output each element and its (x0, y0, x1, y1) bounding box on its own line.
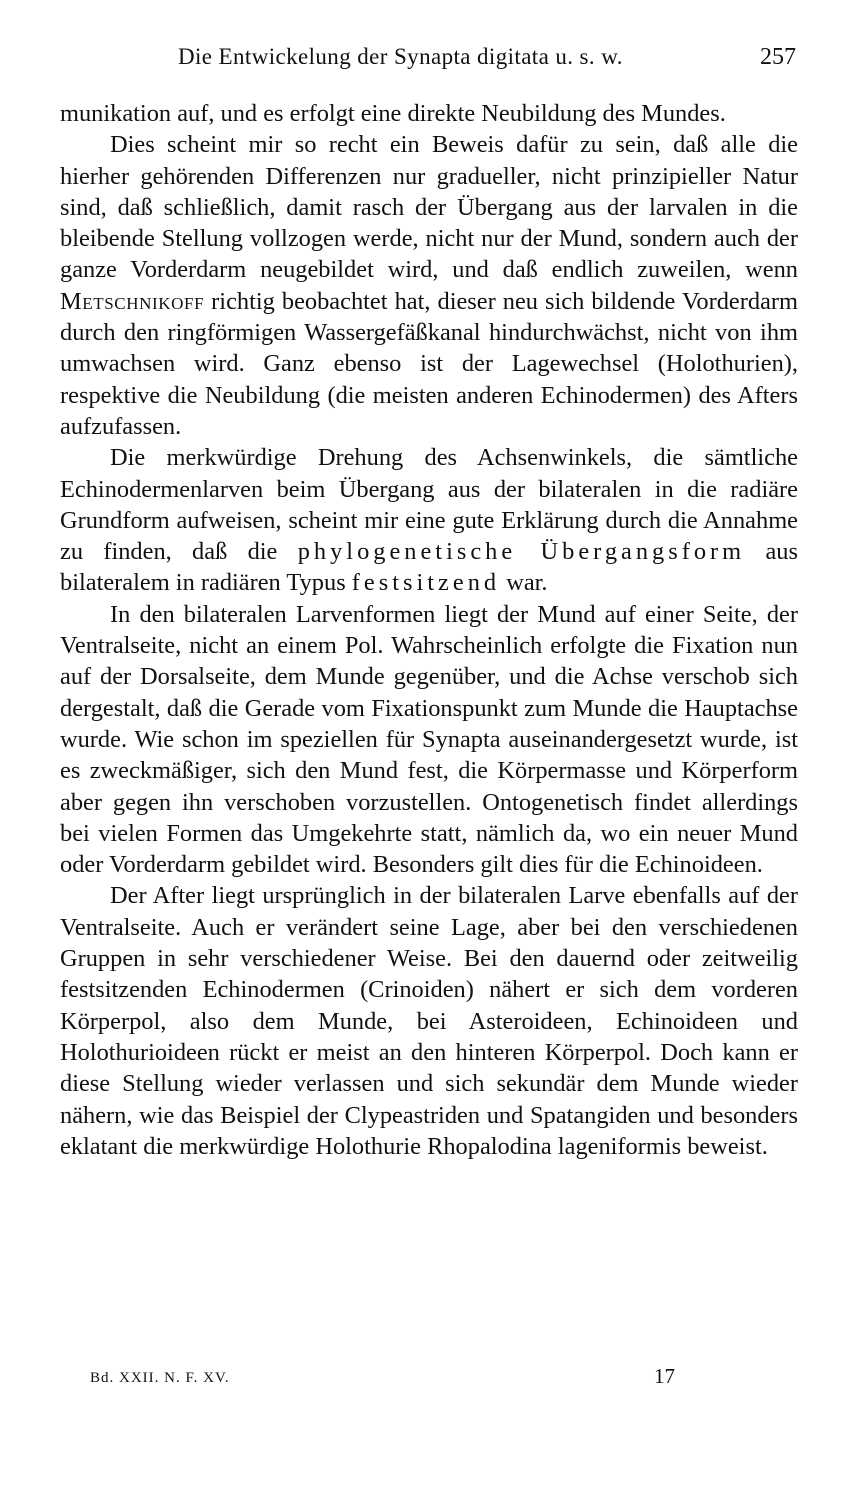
text-run: Die merkwürdige Drehung des Achsenwinkels, die sämtliche Echinodermenlarven beim Übergang aus der bilateralen in die radiäre Grundform aufweisen, scheint mir eine gute Erklärung durch die Annahme zu finden, daß die (60, 444, 798, 566)
text-run: In den bilateralen Larvenformen liegt der Mund auf einer Seite, der Ventralseite, nicht an einem Pol. Wahrscheinlich erfolgte die Fixation nun auf der Dorsalseite, dem Munde gegenüber, und die Achse verschob sich dergestalt, daß die Gerade vom Fixationspunkt zum Munde die Hauptachse wurde. Wie schon im speziellen für Synapta auseinandergesetzt wurde, ist es zweckmäßiger, sich den Mund fest, die Körpermasse und Körperform aber gegen ihn verschoben vorzustellen. Ontogenetisch findet allerdings bei vielen Formen das Umgekehrte statt, nämlich da, wo ein neuer Mund oder Vorderdarm gebildet wird. Besonders gilt dies für die Echinoideen. (60, 600, 798, 879)
author-name: Metschnikoff (60, 287, 205, 315)
sheet-number: 17 (654, 1364, 675, 1388)
paragraph-p4 (60, 880, 798, 1162)
text-run: Der After liegt ursprünglich in der bilateralen Larve ebenfalls auf der Ventralseite. Auch er verändert seine Lage, aber bei den verschiedenen Gruppen in sehr verschiedener Weise. Bei den dauernd oder zeitweilig festsitzenden Echinodermen (Crinoiden) nähert er sich dem vorderen Körperpol, also dem Munde, bei Asteroideen, Echinoideen und Holothurioideen rückt er meist an den hinteren Körperpol. Doch kann er diese Stellung wieder verlassen und sich sekundär dem Munde wieder nähern, wie das Beispiel der Clypeastriden und Spatangiden und besonders eklatant die merkwürdige Holothurie Rhopalodina lageniformis beweist. (60, 882, 798, 1160)
text-run: war. (500, 569, 548, 597)
paragraph-p1 (60, 129, 798, 442)
emphasized-text: festsitzend (351, 569, 501, 597)
text-run: Dies scheint mir so recht ein Beweis dafür zu sein, daß alle die hierher gehörenden Differenzen nur gradueller, nicht prinzipieller Natur sind, daß schließlich, damit rasch der Übergang aus der larvalen in die bleibende Stellung vollzogen werde, nicht nur der Mund, sondern auch der ganze Vorderdarm neugebildet wird, und daß endlich zuweilen, wenn (60, 131, 798, 284)
page-number: 257 (760, 44, 796, 70)
paragraph-p2 (60, 442, 798, 598)
text-run: richtig beobachtet hat, dieser neu sich bildende Vorderdarm durch den ringförmigen Wassergefäßkanal hindurchwächst, nicht von ihm umwachsen wird. Ganz ebenso ist der Lagewechsel (Holothurien), respektive die Neubildung (die meisten anderen Echinodermen) des Afters aufzufassen. (60, 287, 798, 440)
volume-signature: Bd. XXII. N. F. XV. (90, 1370, 230, 1386)
paragraph-p0 (60, 98, 798, 129)
text-run: munikation auf, und es erfolgt eine direkte Neubildung des Mundes. (60, 100, 726, 127)
page-header (60, 44, 796, 78)
text-run: aus bilateralem in radiären Typus (60, 538, 798, 597)
body-text (60, 98, 798, 1162)
paragraph-p3 (60, 599, 798, 881)
running-title: Die Entwickelung der Synapta digitata u. s. w. (178, 44, 623, 69)
emphasized-text: phylogenetische Übergangsform (297, 538, 746, 566)
page-footer (60, 1364, 796, 1388)
